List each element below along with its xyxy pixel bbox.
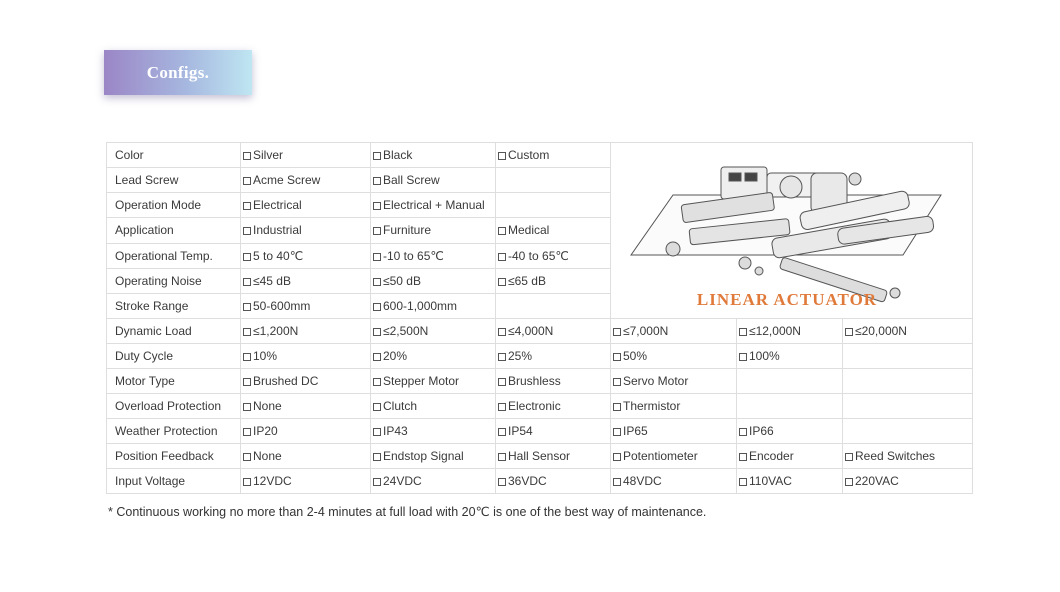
spec-option-label: ≤1,200N bbox=[253, 324, 299, 338]
spec-option-label: 5 to 40℃ bbox=[253, 248, 304, 263]
spec-option-label: Hall Sensor bbox=[508, 449, 571, 463]
empty-cell bbox=[843, 419, 973, 444]
spec-option bbox=[241, 319, 371, 344]
spec-option-label: Brushed DC bbox=[253, 374, 319, 388]
checkbox-icon[interactable] bbox=[498, 328, 506, 336]
spec-option-label: IP66 bbox=[749, 424, 774, 438]
spec-row-label: Operational Temp. bbox=[107, 243, 241, 268]
spec-option-label: -10 to 65℃ bbox=[383, 248, 444, 263]
checkbox-icon[interactable] bbox=[739, 328, 747, 336]
spec-option bbox=[241, 143, 371, 168]
spec-option-label: ≤7,000N bbox=[623, 324, 669, 338]
spec-option bbox=[496, 268, 611, 293]
spec-option-label: Brushless bbox=[508, 374, 561, 388]
spec-option bbox=[371, 243, 496, 268]
checkbox-icon[interactable] bbox=[243, 177, 251, 185]
checkbox-icon[interactable] bbox=[373, 253, 381, 261]
checkbox-icon[interactable] bbox=[243, 453, 251, 461]
spec-row bbox=[107, 344, 973, 369]
checkbox-icon[interactable] bbox=[613, 328, 621, 336]
product-caption: LINEAR ACTUATOR bbox=[696, 290, 878, 309]
checkbox-icon[interactable] bbox=[613, 453, 621, 461]
spec-option bbox=[496, 394, 611, 419]
spec-option-label: 20% bbox=[383, 349, 408, 363]
checkbox-icon[interactable] bbox=[373, 428, 381, 436]
spec-option bbox=[371, 469, 496, 494]
spec-row bbox=[107, 394, 973, 419]
spec-option-label: None bbox=[253, 399, 282, 413]
checkbox-icon[interactable] bbox=[373, 328, 381, 336]
empty-cell bbox=[737, 394, 843, 419]
empty-cell bbox=[843, 369, 973, 394]
spec-option bbox=[371, 143, 496, 168]
spec-option bbox=[496, 419, 611, 444]
checkbox-icon[interactable] bbox=[373, 177, 381, 185]
spec-option bbox=[496, 369, 611, 394]
spec-option-label: 220VAC bbox=[855, 474, 899, 488]
spec-option-label: Silver bbox=[253, 148, 284, 163]
product-image-cell bbox=[611, 143, 973, 319]
spec-option-label: Custom bbox=[508, 148, 550, 163]
spec-row-label: Lead Screw bbox=[107, 168, 241, 193]
checkbox-icon[interactable] bbox=[243, 403, 251, 411]
checkbox-icon[interactable] bbox=[498, 253, 506, 261]
spec-option-label: 12VDC bbox=[253, 474, 292, 488]
spec-option bbox=[371, 168, 496, 193]
checkbox-icon[interactable] bbox=[613, 478, 621, 486]
spec-option bbox=[737, 419, 843, 444]
spec-option-label: ≤4,000N bbox=[508, 324, 554, 338]
spec-option bbox=[496, 444, 611, 469]
spec-option-label: Acme Screw bbox=[253, 173, 321, 188]
spec-option bbox=[371, 268, 496, 293]
spec-option-label: Black bbox=[383, 148, 413, 163]
spec-option bbox=[371, 293, 496, 318]
spec-option bbox=[611, 344, 737, 369]
spec-option-label: Electrical bbox=[253, 198, 302, 213]
checkbox-icon[interactable] bbox=[373, 227, 381, 235]
checkbox-icon[interactable] bbox=[373, 453, 381, 461]
spec-row-label: Dynamic Load bbox=[107, 319, 241, 344]
spec-option-label: Electrical + Manual bbox=[383, 198, 485, 213]
spec-row-label: Motor Type bbox=[107, 369, 241, 394]
spec-option bbox=[241, 268, 371, 293]
spec-option-label: Servo Motor bbox=[623, 374, 689, 388]
spec-table bbox=[106, 142, 973, 494]
spec-option bbox=[496, 143, 611, 168]
spec-option-label: -40 to 65℃ bbox=[508, 248, 569, 263]
spec-option bbox=[611, 444, 737, 469]
spec-option bbox=[241, 293, 371, 318]
checkbox-icon[interactable] bbox=[243, 278, 251, 286]
spec-option bbox=[611, 419, 737, 444]
spec-option bbox=[241, 168, 371, 193]
spec-option bbox=[843, 444, 973, 469]
spec-option bbox=[371, 344, 496, 369]
spec-option bbox=[241, 444, 371, 469]
checkbox-icon[interactable] bbox=[498, 152, 506, 160]
spec-row-label: Overload Protection bbox=[107, 394, 241, 419]
spec-option-label: IP65 bbox=[623, 424, 648, 438]
spec-option-label: Encoder bbox=[749, 449, 794, 463]
checkbox-icon[interactable] bbox=[373, 202, 381, 210]
spec-row bbox=[107, 319, 973, 344]
empty-cell bbox=[737, 369, 843, 394]
checkbox-icon[interactable] bbox=[498, 227, 506, 235]
checkbox-icon[interactable] bbox=[739, 353, 747, 361]
spec-option bbox=[737, 344, 843, 369]
checkbox-icon[interactable] bbox=[498, 428, 506, 436]
spec-row-label: Position Feedback bbox=[107, 444, 241, 469]
spec-option-label: Endstop Signal bbox=[383, 449, 464, 463]
spec-row-label: Duty Cycle bbox=[107, 344, 241, 369]
section-title-badge: Configs. bbox=[104, 50, 252, 95]
checkbox-icon[interactable] bbox=[243, 328, 251, 336]
spec-option bbox=[496, 469, 611, 494]
checkbox-icon[interactable] bbox=[613, 353, 621, 361]
spec-option-label: ≤50 dB bbox=[383, 273, 421, 288]
spec-option bbox=[371, 444, 496, 469]
checkbox-icon[interactable] bbox=[845, 453, 853, 461]
checkbox-icon[interactable] bbox=[243, 253, 251, 261]
spec-option bbox=[371, 193, 496, 218]
spec-option bbox=[371, 218, 496, 243]
spec-option-label: ≤20,000N bbox=[855, 324, 907, 338]
checkbox-icon[interactable] bbox=[845, 478, 853, 486]
spec-option bbox=[241, 369, 371, 394]
checkbox-icon[interactable] bbox=[373, 152, 381, 160]
spec-option bbox=[371, 419, 496, 444]
spec-row-label: Operation Mode bbox=[107, 193, 241, 218]
spec-option-label: 48VDC bbox=[623, 474, 662, 488]
spec-option-label: Reed Switches bbox=[855, 449, 936, 463]
spec-option-label: 50-600mm bbox=[253, 298, 311, 313]
spec-option-label: ≤45 dB bbox=[253, 273, 291, 288]
empty-cell bbox=[843, 394, 973, 419]
checkbox-icon[interactable] bbox=[373, 403, 381, 411]
spec-option bbox=[496, 243, 611, 268]
spec-option-label: Industrial bbox=[253, 223, 302, 238]
spec-option-label: 110VAC bbox=[749, 474, 792, 488]
spec-option bbox=[241, 193, 371, 218]
checkbox-icon[interactable] bbox=[373, 353, 381, 361]
checkbox-icon[interactable] bbox=[498, 478, 506, 486]
checkbox-icon[interactable] bbox=[373, 278, 381, 286]
spec-row bbox=[107, 419, 973, 444]
checkbox-icon[interactable] bbox=[243, 303, 251, 311]
spec-option bbox=[371, 369, 496, 394]
checkbox-icon[interactable] bbox=[739, 453, 747, 461]
spec-option-label: Medical bbox=[508, 223, 550, 238]
spec-option bbox=[843, 469, 973, 494]
spec-row-label: Application bbox=[107, 218, 241, 243]
checkbox-icon[interactable] bbox=[498, 453, 506, 461]
spec-row bbox=[107, 369, 973, 394]
spec-option bbox=[496, 218, 611, 243]
spec-row bbox=[107, 143, 973, 168]
spec-option-label: Clutch bbox=[383, 399, 418, 413]
spec-option-label: 25% bbox=[508, 349, 533, 363]
spec-option-label: ≤2,500N bbox=[383, 324, 429, 338]
spec-option bbox=[241, 344, 371, 369]
spec-option bbox=[737, 469, 843, 494]
spec-option-label: 36VDC bbox=[508, 474, 547, 488]
checkbox-icon[interactable] bbox=[845, 328, 853, 336]
spec-row-label: Stroke Range bbox=[107, 293, 241, 318]
spec-row-label: Color bbox=[107, 143, 241, 168]
empty-cell bbox=[496, 168, 611, 193]
spec-option bbox=[496, 319, 611, 344]
spec-option-label: Stepper Motor bbox=[383, 374, 460, 388]
spec-option bbox=[611, 319, 737, 344]
checkbox-icon[interactable] bbox=[613, 403, 621, 411]
checkbox-icon[interactable] bbox=[613, 428, 621, 436]
empty-cell bbox=[496, 193, 611, 218]
checkbox-icon[interactable] bbox=[243, 428, 251, 436]
checkbox-icon[interactable] bbox=[498, 353, 506, 361]
spec-option bbox=[241, 469, 371, 494]
spec-option-label: Ball Screw bbox=[383, 173, 440, 188]
spec-row bbox=[107, 469, 973, 494]
checkbox-icon[interactable] bbox=[498, 378, 506, 386]
spec-option bbox=[241, 218, 371, 243]
spec-option-label: ≤65 dB bbox=[508, 273, 546, 288]
checkbox-icon[interactable] bbox=[498, 278, 506, 286]
spec-option-label: IP20 bbox=[253, 424, 278, 438]
spec-option bbox=[241, 419, 371, 444]
spec-option-label: Electronic bbox=[508, 399, 561, 413]
checkbox-icon[interactable] bbox=[243, 227, 251, 235]
spec-option bbox=[737, 444, 843, 469]
spec-option-label: Furniture bbox=[383, 223, 432, 238]
empty-cell bbox=[843, 344, 973, 369]
checkbox-icon[interactable] bbox=[243, 152, 251, 160]
spec-option bbox=[371, 319, 496, 344]
checkbox-icon[interactable] bbox=[739, 428, 747, 436]
footnote: * Continuous working no more than 2-4 minutes at full load with 20℃ is one of the best way of maintenance. bbox=[108, 505, 707, 519]
checkbox-icon[interactable] bbox=[243, 478, 251, 486]
spec-option bbox=[611, 369, 737, 394]
spec-row-label: Input Voltage bbox=[107, 469, 241, 494]
spec-option-label: IP43 bbox=[383, 424, 408, 438]
checkbox-icon[interactable] bbox=[373, 478, 381, 486]
spec-row-label: Weather Protection bbox=[107, 419, 241, 444]
spec-option-label: Potentiometer bbox=[623, 449, 698, 463]
spec-option-label: 24VDC bbox=[383, 474, 422, 488]
spec-option-label: 600-1,000mm bbox=[383, 298, 458, 313]
spec-option-label: IP54 bbox=[508, 424, 533, 438]
checkbox-icon[interactable] bbox=[739, 478, 747, 486]
empty-cell bbox=[496, 293, 611, 318]
checkbox-icon[interactable] bbox=[498, 403, 506, 411]
spec-option-label: None bbox=[253, 449, 282, 463]
spec-option bbox=[371, 394, 496, 419]
checkbox-icon[interactable] bbox=[243, 353, 251, 361]
spec-row-label: Operating Noise bbox=[107, 268, 241, 293]
spec-option-label: 50% bbox=[623, 349, 648, 363]
spec-option bbox=[496, 344, 611, 369]
spec-option-label: Thermistor bbox=[623, 399, 681, 413]
checkbox-icon[interactable] bbox=[373, 303, 381, 311]
spec-option-label: 10% bbox=[253, 349, 278, 363]
spec-option bbox=[241, 243, 371, 268]
checkbox-icon[interactable] bbox=[373, 378, 381, 386]
spec-option bbox=[241, 394, 371, 419]
spec-option bbox=[611, 469, 737, 494]
checkbox-icon[interactable] bbox=[243, 378, 251, 386]
checkbox-icon[interactable] bbox=[243, 202, 251, 210]
linear-actuator-illustration bbox=[611, 143, 964, 318]
spec-option-label: 100% bbox=[749, 349, 780, 363]
spec-option bbox=[843, 319, 973, 344]
spec-option bbox=[737, 319, 843, 344]
spec-option bbox=[611, 394, 737, 419]
spec-row bbox=[107, 444, 973, 469]
checkbox-icon[interactable] bbox=[613, 378, 621, 386]
spec-option-label: ≤12,000N bbox=[749, 324, 801, 338]
